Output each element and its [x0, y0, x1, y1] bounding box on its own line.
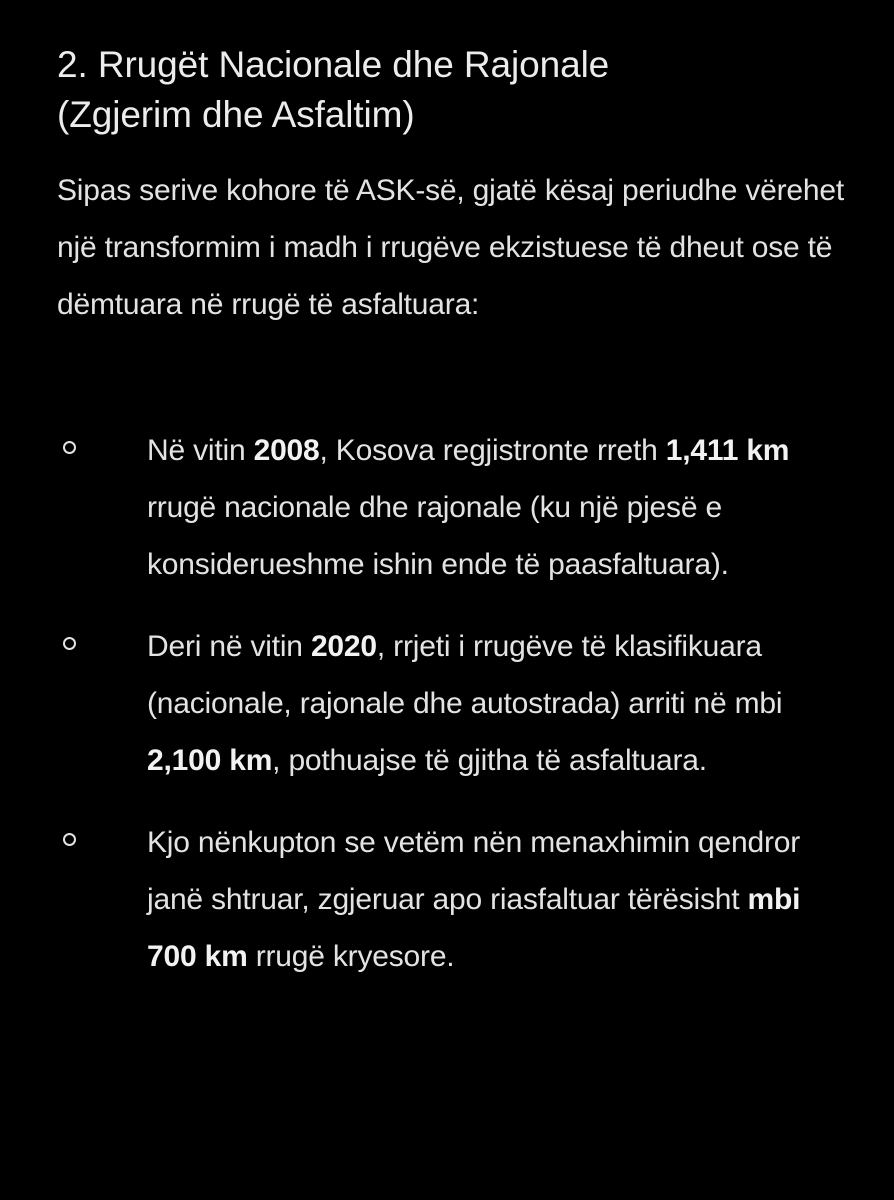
- list-item: [57, 618, 847, 789]
- bullet-year-2008: 2008: [253, 434, 320, 467]
- bullet-text: Kjo nënkupton se vetëm nën menaxhimin qendror janë shtruar, zgjeruar apo riasfaltuar tërësisht: [147, 826, 801, 916]
- bullet-length-2020: 2,100 km: [147, 744, 273, 777]
- section-heading-line-2: (Zgjerim dhe Asfaltim): [57, 94, 415, 135]
- hollow-circle-bullet-icon: [63, 441, 76, 454]
- hollow-circle-bullet-icon: [63, 637, 76, 650]
- bullet-length-2008: 1,411 km: [665, 434, 790, 467]
- bullet-text: Deri në vitin: [147, 630, 311, 663]
- intro-paragraph: Sipas serive kohore të ASK-së, gjatë kësaj periudhe vërehet një transformim i madh i rrugëve ekzistuese të dheut ose të dëmtuara në rrugë të asfaltuara:: [57, 174, 844, 321]
- bullet-text: , Kosova regjistronte rreth: [319, 434, 666, 467]
- bullet-text: Në vitin: [147, 434, 254, 467]
- bullet-text: , rrjeti i rrugëve të klasifikuara (nacionale, rajonale dhe autostrada) arriti në mbi: [147, 630, 783, 720]
- section-heading-line-1: 2. Rrugët Nacionale dhe Rajonale: [57, 44, 610, 85]
- bullet-year-2020: 2020: [310, 630, 377, 663]
- list-item: [57, 422, 847, 593]
- hollow-circle-bullet-icon: [63, 833, 76, 846]
- list-item: [57, 814, 847, 985]
- document-body: [57, 40, 857, 333]
- bullet-text: rrugë nacionale dhe rajonale (ku një pjesë e konsiderueshme ishin ende të paasfaltuara).: [147, 491, 729, 581]
- section-heading: [57, 40, 857, 140]
- bullet-text: , pothuajse të gjitha të asfaltuara.: [272, 744, 707, 777]
- bullet-length-increase: mbi 700 km: [147, 883, 801, 973]
- bullet-list: [57, 422, 847, 985]
- bullet-text: rrugë kryesore.: [247, 940, 455, 973]
